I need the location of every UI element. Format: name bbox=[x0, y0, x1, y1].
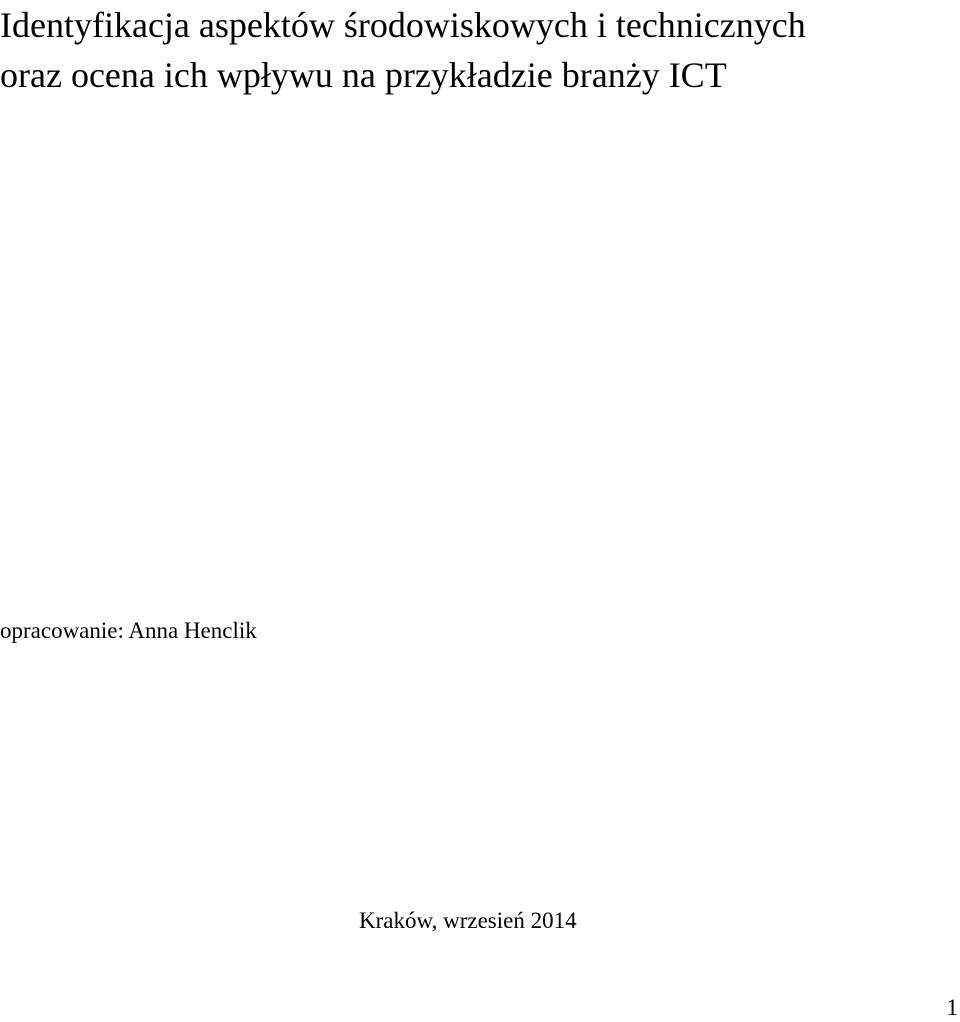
page-number: 1 bbox=[946, 995, 958, 1020]
title-line-2: oraz ocena ich wpływu na przykładzie branży ICT bbox=[0, 55, 727, 95]
place-date: Kraków, wrzesień 2014 bbox=[359, 908, 577, 933]
title-line-1: Identyfikacja aspektów środowiskowych i technicznych bbox=[0, 5, 806, 45]
document-title bbox=[0, 0, 960, 100]
author-line: opracowanie: Anna Henclik bbox=[0, 618, 257, 643]
